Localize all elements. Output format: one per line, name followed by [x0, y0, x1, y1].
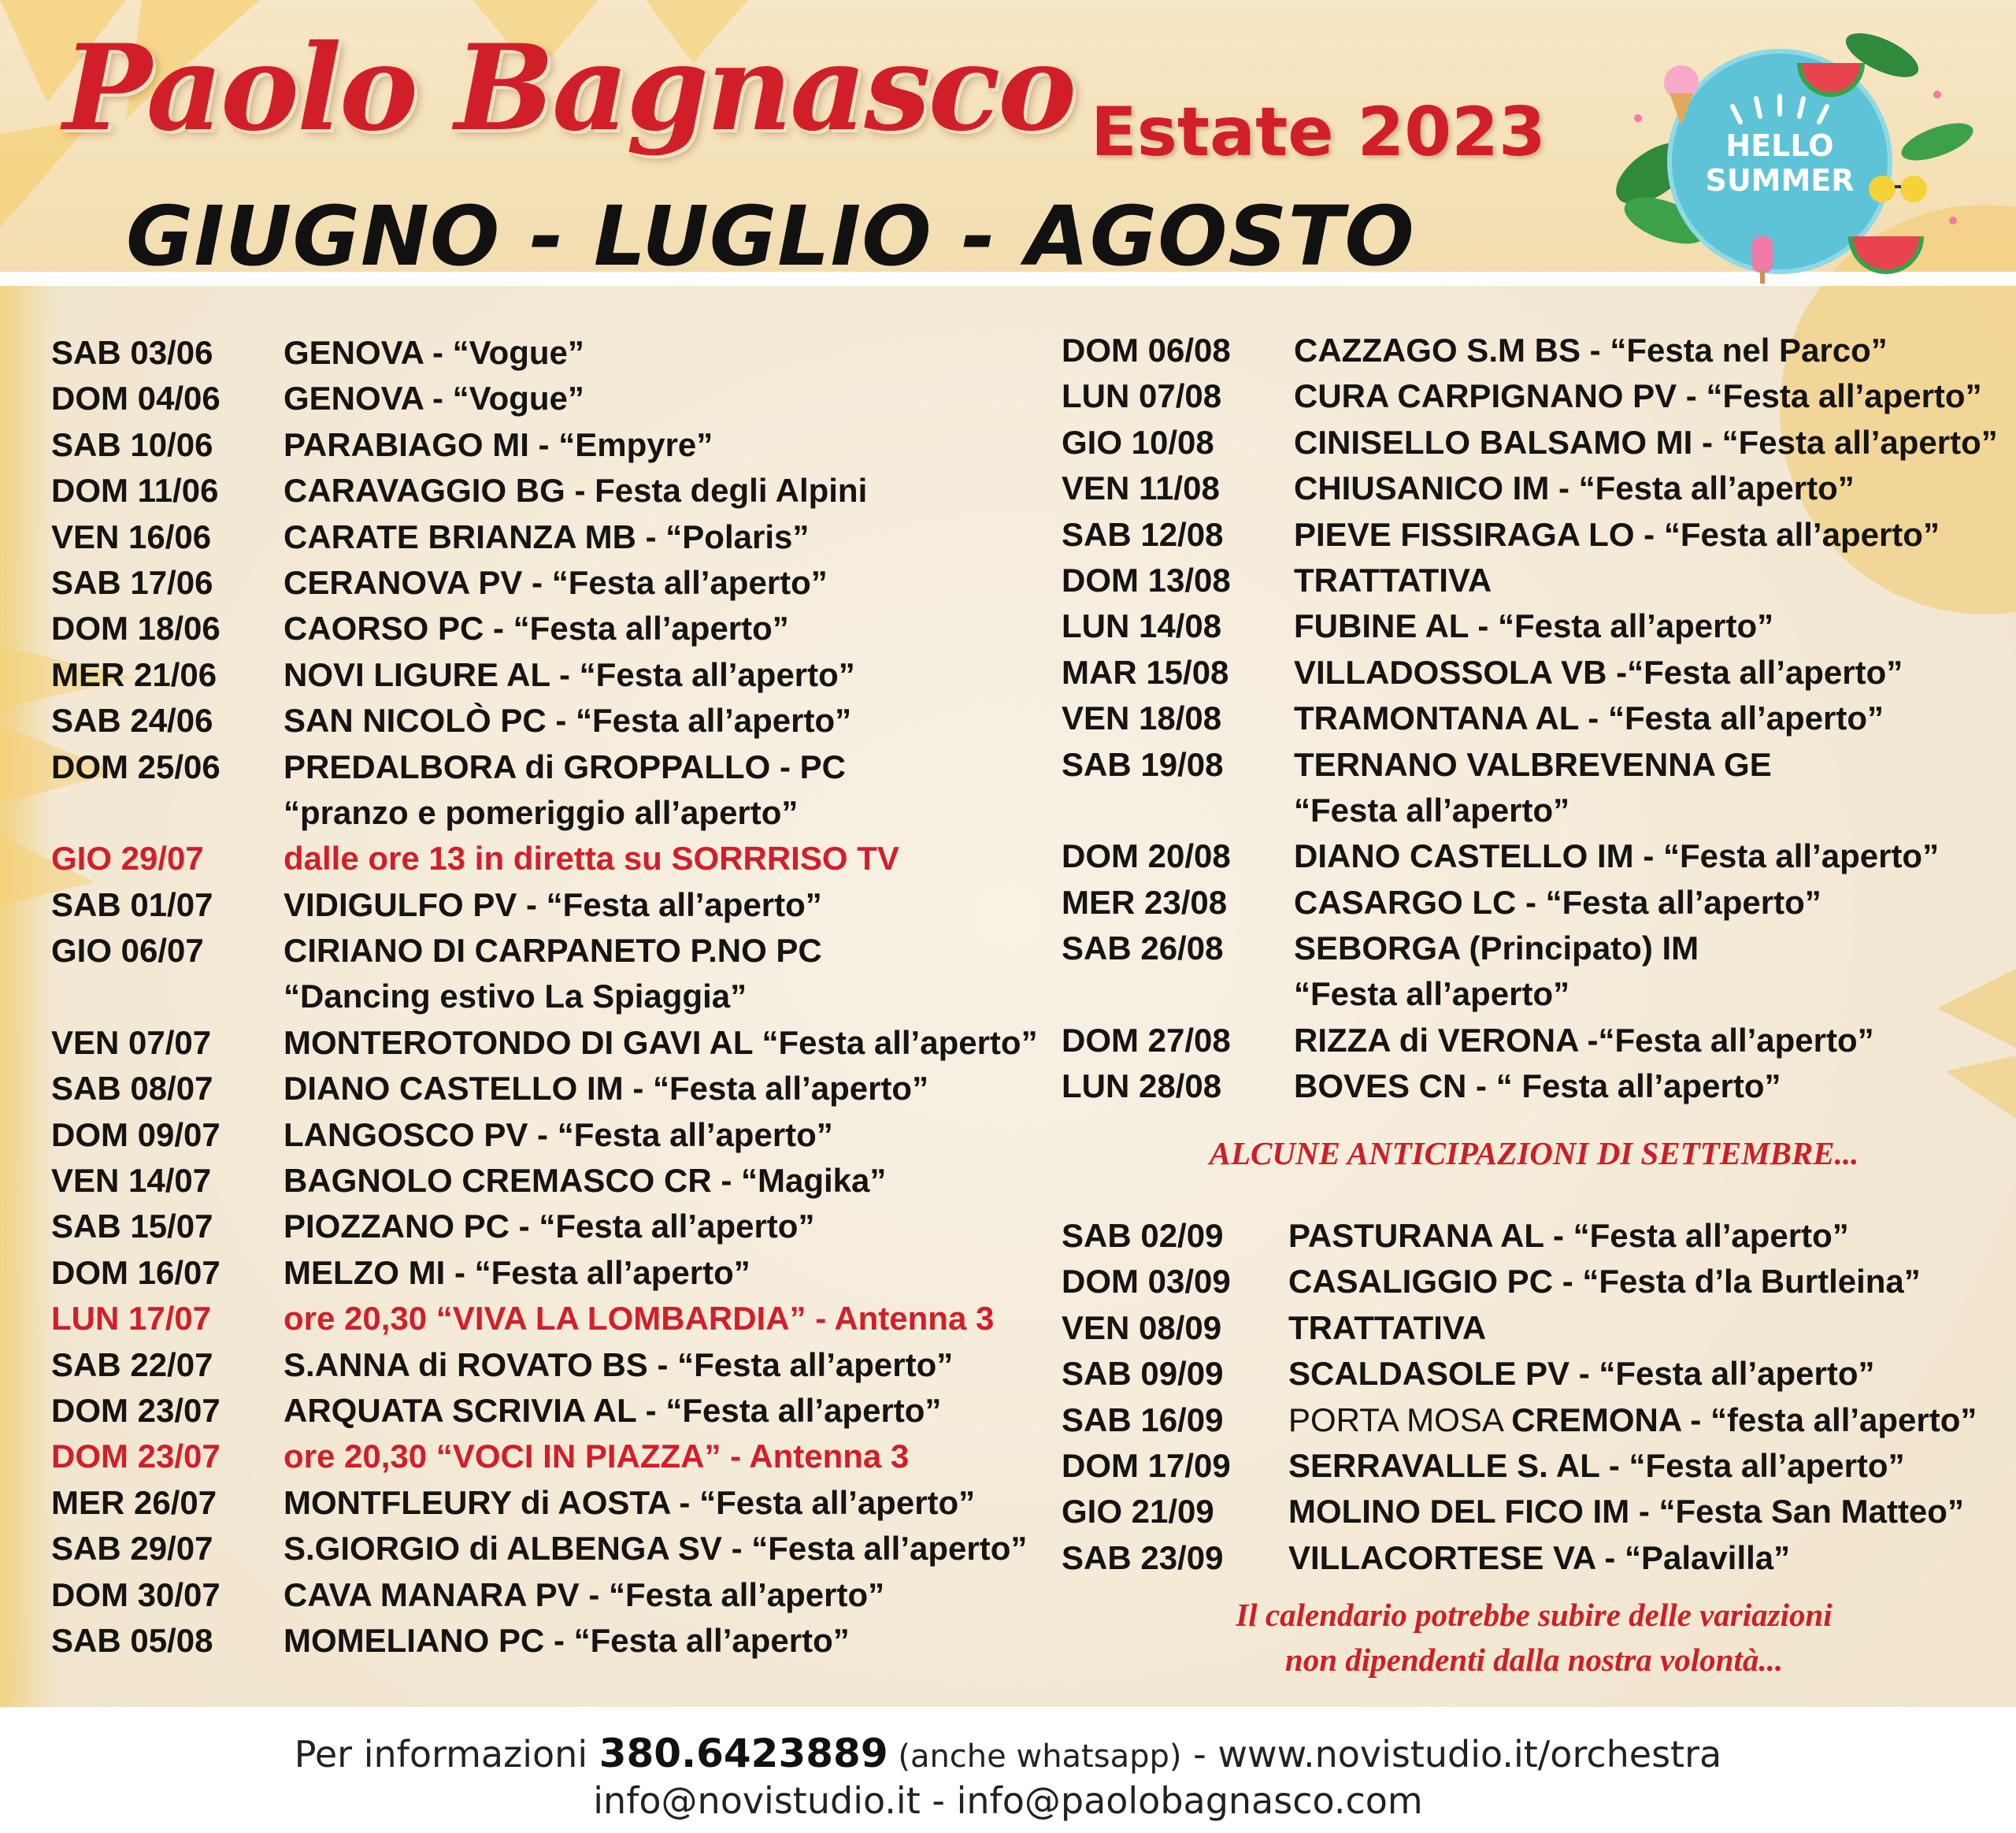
event-description: TRATTATIVA — [1294, 561, 1492, 599]
event-description: VILLACORTESE VA - “Palavilla” — [1288, 1538, 1791, 1576]
event-description: FUBINE AL - “Festa all’aperto” — [1294, 607, 1774, 645]
event-description: ARQUATA SCRIVIA AL - “Festa all’aperto” — [284, 1391, 942, 1429]
schedule-row — [51, 422, 1036, 468]
event-date: SAB 10/06 — [51, 425, 213, 463]
event-description: “Dancing estivo La Spiaggia” — [284, 978, 747, 1015]
event-description: PIOZZANO PC - “Festa all’aperto” — [284, 1208, 815, 1245]
disclaimer-line1: Il calendario potrebbe subire delle variazioni — [1236, 1597, 1833, 1633]
event-description: TERNANO VALBREVENNA GE — [1294, 745, 1772, 783]
schedule-row — [1062, 742, 2007, 788]
hello-summer-badge — [1606, 24, 1977, 284]
event-description: SAN NICOLÒ PC - “Festa all’aperto” — [284, 702, 852, 740]
schedule-row — [1062, 788, 2007, 833]
event-date: SAB 24/06 — [51, 702, 213, 740]
event-description: BOVES CN - “ Festa all’aperto” — [1294, 1067, 1781, 1105]
september-heading: ALCUNE ANTICIPAZIONI DI SETTEMBRE... — [1209, 1135, 1859, 1171]
event-date: GIO 29/07 — [51, 840, 204, 878]
schedule-row — [51, 836, 1036, 881]
contact-footer — [0, 1707, 2016, 1833]
event-description: PIEVE FISSIRAGA LO - “Festa all’aperto” — [1294, 515, 1940, 553]
disclaimer-line2: non dipendenti dalla nostra volontà... — [1284, 1642, 1784, 1678]
event-date: SAB 23/09 — [1062, 1538, 1224, 1576]
whatsapp-note: (anche whatsapp) — [888, 1738, 1182, 1775]
schedule-right-column — [1062, 328, 2007, 1110]
schedule-row — [1062, 1305, 2007, 1351]
event-description: ore 20,30 “VOCI IN PIAZZA” - Antenna 3 — [284, 1438, 910, 1475]
schedule-row — [1062, 1213, 2007, 1259]
event-date: SAB 09/09 — [1062, 1355, 1224, 1393]
event-description: PREDALBORA di GROPPALLO - PC — [284, 748, 846, 785]
event-description: BAGNOLO CREMASCO CR - “Magika” — [284, 1162, 887, 1200]
event-description: ore 20,30 “VIVA LA LOMBARDIA” - Antenna 3 — [284, 1300, 995, 1338]
schedule-row — [1062, 558, 2007, 603]
schedule-row — [1062, 1443, 2007, 1489]
contact-line — [0, 1731, 2016, 1776]
event-date: DOM 30/07 — [51, 1575, 220, 1613]
event-date: SAB 16/09 — [1062, 1401, 1224, 1438]
event-date: SAB 19/08 — [1062, 745, 1224, 783]
schedule-disclaimer — [1062, 1593, 2007, 1683]
event-date: MER 26/07 — [51, 1483, 217, 1521]
schedule-row — [51, 698, 1036, 744]
event-description: “pranzo e pomeriggio all’aperto” — [284, 793, 799, 831]
schedule-row — [51, 1572, 1036, 1618]
event-date: DOM 06/08 — [1062, 332, 1231, 369]
schedule-row — [51, 928, 1036, 974]
schedule-row — [51, 1434, 1036, 1479]
event-location: CREMONA - “festa all’aperto” — [1511, 1401, 1977, 1438]
schedule-row — [1062, 466, 2007, 511]
schedule-row — [51, 1388, 1036, 1434]
badge-line2: SUMMER — [1705, 163, 1855, 198]
schedule-row — [51, 1204, 1036, 1249]
event-date: GIO 21/09 — [1062, 1493, 1214, 1531]
event-date: SAB 03/06 — [51, 334, 213, 371]
schedule-row — [1062, 420, 2007, 466]
event-date: VEN 07/07 — [51, 1023, 212, 1061]
event-description: SERRAVALLE S. AL - “Festa all’aperto” — [1288, 1446, 1905, 1484]
schedule-row — [51, 882, 1036, 928]
schedule-row — [1062, 512, 2007, 558]
email-links[interactable]: info@novistudio.it - info@paolobagnasco.com — [593, 1779, 1423, 1822]
event-date: MER 23/08 — [1062, 883, 1228, 921]
event-date: DOM 23/07 — [51, 1438, 220, 1475]
event-date: SAB 08/07 — [51, 1070, 213, 1108]
schedule-row — [1062, 373, 2007, 419]
schedule-row — [1062, 328, 2007, 373]
event-description: PASTURANA AL - “Festa all’aperto” — [1288, 1217, 1849, 1254]
schedule-row — [1062, 603, 2007, 649]
event-date: DOM 16/07 — [51, 1253, 220, 1291]
schedule-row — [1062, 1535, 2007, 1581]
website-link[interactable]: - www.novistudio.it/orchestra — [1181, 1733, 1722, 1775]
event-description: MOLINO DEL FICO IM - “Festa San Matteo” — [1288, 1493, 1964, 1531]
event-description: CIRIANO DI CARPANETO P.NO PC — [284, 932, 822, 970]
event-description: S.ANNA di ROVATO BS - “Festa all’aperto” — [284, 1345, 954, 1383]
schedule-row — [51, 468, 1036, 514]
schedule-row — [51, 1526, 1036, 1571]
schedule-row — [51, 514, 1036, 560]
event-date: MAR 15/08 — [1062, 653, 1229, 691]
event-description: S.GIORGIO di ALBENGA SV - “Festa all’aperto” — [284, 1530, 1028, 1568]
event-date: SAB 05/08 — [51, 1621, 213, 1659]
event-description: CAORSO PC - “Festa all’aperto” — [284, 610, 789, 647]
event-description: TRATTATIVA — [1288, 1308, 1487, 1346]
event-date: LUN 28/08 — [1062, 1067, 1222, 1105]
event-description: SCALDASOLE PV - “Festa all’aperto” — [1288, 1355, 1875, 1393]
event-description — [1288, 1397, 2007, 1443]
event-date: SAB 22/07 — [51, 1345, 213, 1383]
event-description: CAVA MANARA PV - “Festa all’aperto” — [284, 1575, 885, 1613]
event-date: VEN 11/08 — [1062, 469, 1220, 507]
event-description: CARAVAGGIO BG - Festa degli Alpini — [284, 472, 868, 510]
schedule-row — [1062, 1259, 2007, 1304]
event-date: GIO 10/08 — [1062, 423, 1214, 461]
event-description: GENOVA - “Vogue” — [284, 380, 584, 417]
schedule-row — [51, 560, 1036, 606]
event-date: DOM 20/08 — [1062, 837, 1231, 875]
event-description: GENOVA - “Vogue” — [284, 334, 584, 371]
event-description: CASALIGGIO PC - “Festa d’la Burtleina” — [1288, 1263, 1921, 1301]
event-date: LUN 14/08 — [1062, 607, 1222, 645]
event-date: DOM 03/09 — [1062, 1263, 1231, 1301]
event-date: DOM 18/06 — [51, 610, 220, 647]
event-description: CERANOVA PV - “Festa all’aperto” — [284, 563, 828, 601]
event-date: DOM 13/08 — [1062, 561, 1231, 599]
phone-number[interactable]: 380.6423889 — [598, 1731, 888, 1776]
poster-header — [0, 0, 2016, 284]
schedule-row — [51, 1158, 1036, 1204]
event-date: SAB 17/06 — [51, 563, 213, 601]
event-date: SAB 12/08 — [1062, 515, 1224, 553]
event-description: CAZZAGO S.M BS - “Festa nel Parco” — [1294, 332, 1888, 369]
event-description: MONTFLEURY di AOSTA - “Festa all’aperto” — [284, 1483, 976, 1521]
schedule-row — [51, 1480, 1036, 1526]
event-description: CINISELLO BALSAMO MI - “Festa all’aperto” — [1294, 423, 1998, 461]
event-description: “Festa all’aperto” — [1294, 791, 1570, 829]
schedule-row — [1062, 926, 2007, 971]
schedule-row — [51, 1020, 1036, 1066]
event-description: “Festa all’aperto” — [1294, 975, 1570, 1013]
schedule-row — [51, 606, 1036, 651]
event-description: VIDIGULFO PV - “Festa all’aperto” — [284, 885, 822, 923]
months-title: GIUGNO - LUGLIO - AGOSTO — [126, 188, 1415, 284]
september-schedule — [1062, 1213, 2007, 1581]
event-date: DOM 27/08 — [1062, 1021, 1231, 1059]
schedule-row — [51, 1066, 1036, 1111]
event-description: CHIUSANICO IM - “Festa all’aperto” — [1294, 469, 1855, 507]
event-description: SEBORGA (Principato) IM — [1294, 929, 1699, 967]
event-date: SAB 01/07 — [51, 885, 213, 923]
event-description: PARABIAGO MI - “Empyre” — [284, 425, 713, 463]
event-description: TRAMONTANA AL - “Festa all’aperto” — [1294, 699, 1884, 737]
schedule-row — [1062, 1063, 2007, 1109]
event-date: LUN 17/07 — [51, 1300, 212, 1338]
schedule-row — [1062, 1397, 2007, 1443]
schedule-row — [51, 652, 1036, 698]
schedule-row — [1062, 1351, 2007, 1397]
schedule-row — [51, 1250, 1036, 1296]
event-date: DOM 04/06 — [51, 380, 220, 417]
schedule-left-column — [51, 330, 1036, 1664]
schedule-row — [51, 1618, 1036, 1664]
event-date: SAB 26/08 — [1062, 929, 1224, 967]
event-date: GIO 06/07 — [51, 932, 204, 970]
event-date: LUN 07/08 — [1062, 377, 1222, 415]
event-description: LANGOSCO PV - “Festa all’aperto” — [284, 1115, 833, 1153]
event-date: SAB 29/07 — [51, 1530, 213, 1568]
schedule-row — [51, 376, 1036, 421]
event-date: VEN 18/08 — [1062, 699, 1222, 737]
event-date: SAB 02/09 — [1062, 1217, 1224, 1254]
schedule-row — [1062, 696, 2007, 741]
event-date: MER 21/06 — [51, 655, 217, 693]
brand-title: Paolo Bagnasco — [63, 19, 1075, 158]
event-description: MELZO MI - “Festa all’aperto” — [284, 1253, 750, 1291]
schedule-row — [1062, 971, 2007, 1017]
event-description: dalle ore 13 in diretta su SORRRISO TV — [284, 840, 899, 878]
event-description: CARATE BRIANZA MB - “Polaris” — [284, 518, 810, 555]
schedule-row — [1062, 650, 2007, 696]
event-date: DOM 17/09 — [1062, 1446, 1231, 1484]
event-date: DOM 25/06 — [51, 748, 220, 785]
event-description: DIANO CASTELLO IM - “Festa all’aperto” — [284, 1070, 929, 1108]
schedule-row — [51, 1296, 1036, 1341]
event-description: CASARGO LC - “Festa all’aperto” — [1294, 883, 1821, 921]
sunglasses-icon — [1869, 176, 1927, 202]
event-date: SAB 15/07 — [51, 1208, 213, 1245]
event-description: NOVI LIGURE AL - “Festa all’aperto” — [284, 655, 855, 693]
schedule-row — [51, 974, 1036, 1019]
schedule-row — [51, 330, 1036, 376]
event-date: DOM 11/06 — [51, 472, 219, 510]
event-date: DOM 09/07 — [51, 1115, 220, 1153]
info-prefix: Per informazioni — [294, 1733, 599, 1775]
schedule-row — [51, 790, 1036, 836]
edition-label: Estate 2023 — [1091, 93, 1546, 172]
event-date: VEN 08/09 — [1062, 1308, 1222, 1346]
schedule-row — [51, 1112, 1036, 1158]
event-venue: PORTA MOSA — [1288, 1401, 1512, 1438]
badge-line1: HELLO — [1725, 128, 1834, 163]
event-date: VEN 14/07 — [51, 1162, 212, 1200]
event-description: CURA CARPIGNANO PV - “Festa all’aperto” — [1294, 377, 1982, 415]
schedule-row — [1062, 833, 2007, 879]
schedule-row — [1062, 880, 2007, 926]
event-description: MOMELIANO PC - “Festa all’aperto” — [284, 1621, 850, 1659]
event-description: RIZZA di VERONA -“Festa all’aperto” — [1294, 1021, 1874, 1059]
event-date: DOM 23/07 — [51, 1391, 220, 1429]
event-description: MONTEROTONDO DI GAVI AL “Festa all’aperto” — [284, 1023, 1038, 1061]
schedule-row — [1062, 1018, 2007, 1063]
event-description: VILLADOSSOLA VB -“Festa all’aperto” — [1294, 653, 1903, 691]
event-date: VEN 16/06 — [51, 518, 212, 555]
event-description: DIANO CASTELLO IM - “Festa all’aperto” — [1294, 837, 1940, 875]
schedule-row — [1062, 1489, 2007, 1534]
schedule-row — [51, 1342, 1036, 1388]
schedule-row — [51, 744, 1036, 790]
